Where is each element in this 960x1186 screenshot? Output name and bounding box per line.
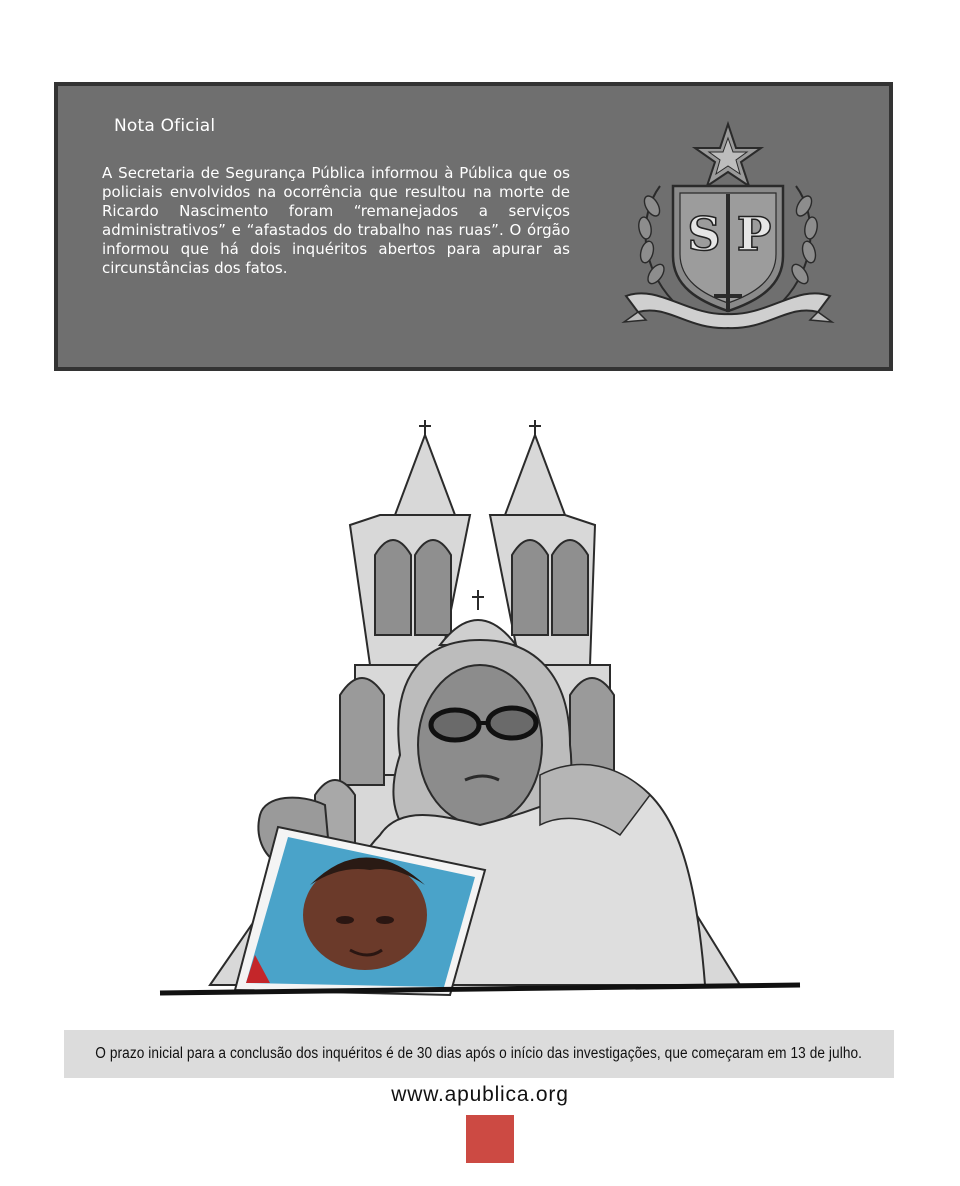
svg-text:S: S	[687, 207, 721, 261]
footer-note: O prazo inicial para a conclusão dos inquéritos é de 30 dias após o início das investigações, que começaram em 13 de julho.	[95, 1045, 863, 1062]
note-title: Nota Oficial	[114, 116, 216, 136]
cathedral-illustration	[150, 415, 810, 1015]
site-url-link[interactable]: www.apublica.org	[391, 1083, 569, 1106]
sp-coat-of-arms-icon	[618, 116, 838, 338]
official-note-panel	[54, 82, 893, 371]
note-body: A Secretaria de Segurança Pública informou à Pública que os policiais envolvidos na ocorrência que resultou na morte de Ricardo Nascimento foram “remanejados a serviços administrativos” e “afastados do trabalho nas ruas”. O órgão informou que há dois inquéritos abertos para apurar as circunstâncias dos fatos.	[102, 164, 570, 277]
svg-text:P: P	[736, 207, 772, 261]
footer-note-band	[64, 1030, 894, 1078]
publica-logo-icon	[466, 1115, 514, 1163]
